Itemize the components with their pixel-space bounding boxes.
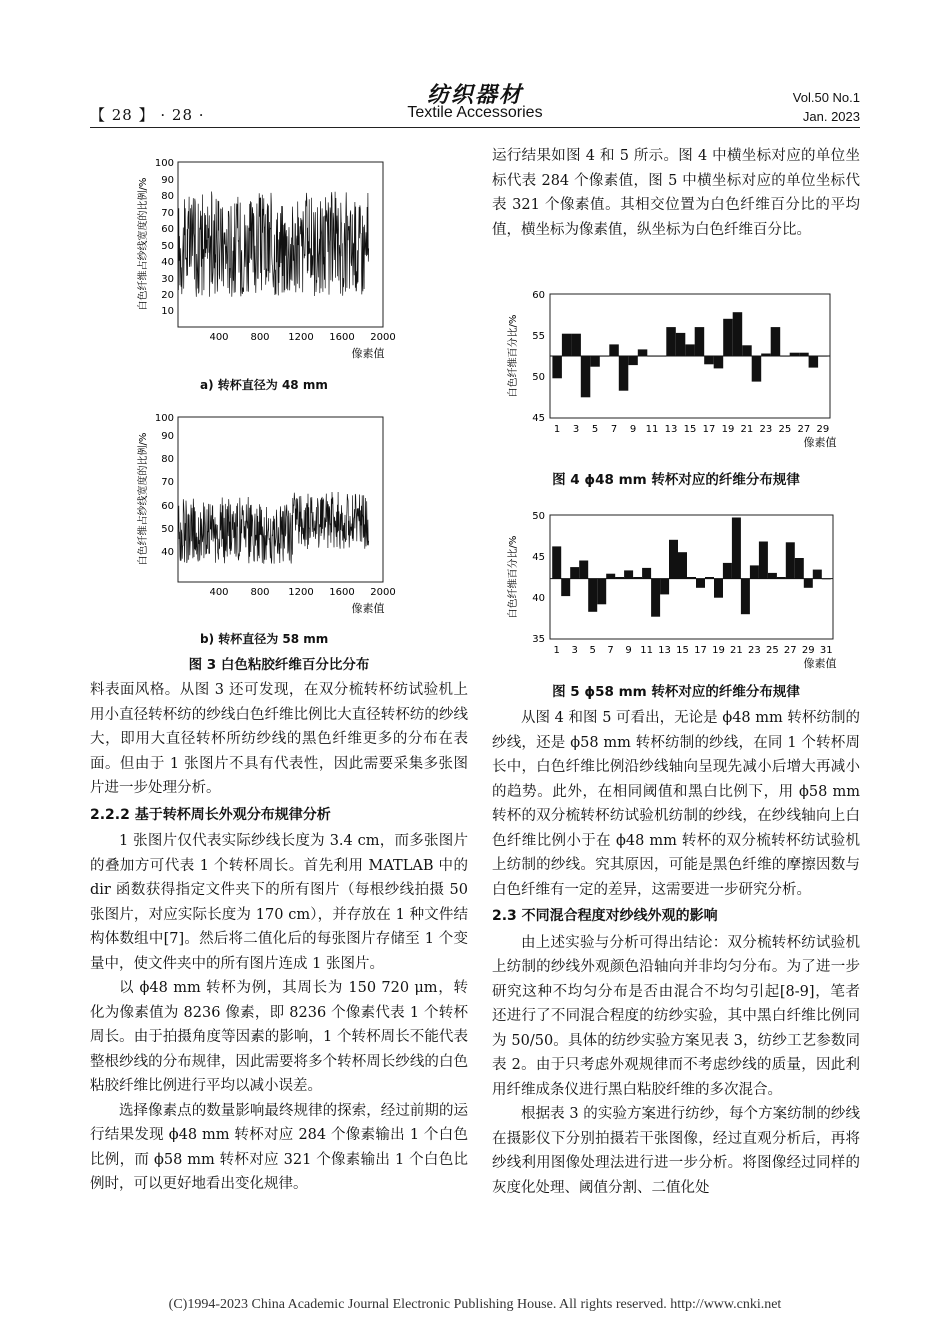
x-tick: 19 <box>721 424 735 435</box>
bar <box>600 356 610 357</box>
x-tick: 29 <box>801 645 815 656</box>
bar <box>777 577 786 579</box>
y-axis-label: 白色纤维占纱线宽度的比例/% <box>138 177 149 311</box>
figure-3-caption: 图 3 白色粘胶纤维百分比分布 <box>188 657 370 673</box>
figure-5-bar-chart <box>492 503 860 673</box>
y-tick: 60 <box>532 290 545 301</box>
right-column-text <box>492 706 860 1200</box>
bar <box>696 579 705 588</box>
bar <box>822 579 831 580</box>
x-tick: 400 <box>209 587 229 598</box>
y-tick: 40 <box>161 547 174 558</box>
y-tick: 50 <box>532 511 545 522</box>
y-tick: 70 <box>161 208 174 219</box>
x-ticks-4 <box>554 424 829 435</box>
y-tick: 45 <box>532 552 545 563</box>
x-ticks-5 <box>554 645 833 656</box>
x-axis-label: 像素值 <box>803 436 837 449</box>
bar <box>733 312 743 356</box>
bar <box>678 552 687 579</box>
bar <box>570 567 579 579</box>
right-column-top-text <box>492 144 860 242</box>
bar <box>624 570 633 578</box>
bar <box>597 579 606 605</box>
x-tick: 21 <box>730 645 743 656</box>
paragraph: 以 ϕ48 mm 转杯为例，其周长为 150 720 μm，转化为像素值为 8236 像素，即 8236 个像素代表 1 个转杯周长。由于拍摄角度等因素的影响，1 个转杯周长不能代表整根纱线的分布规律，因此需要将多个转杯周长纱线的白色粘胶纤维比例进行平均以减小误差。 <box>90 980 468 1094</box>
x-tick: 1 <box>553 645 560 656</box>
x-tick: 9 <box>629 424 637 435</box>
issue-info <box>793 88 860 126</box>
bar <box>588 579 597 612</box>
x-tick: 1 <box>553 424 561 435</box>
bar <box>581 356 591 397</box>
copyright-footer: (C)1994-2023 China Academic Journal Electronic Publishing House. All rights reserved. http://www.cnki.net <box>168 1297 782 1312</box>
header-rule <box>90 127 860 128</box>
figure-5-caption: 图 5 ϕ58 mm 转杯对应的纤维分布规律 <box>552 684 800 700</box>
y-axis-label: 白色纤维占纱线宽度的比例/% <box>138 432 149 566</box>
bar <box>633 577 642 579</box>
y-ticks-4 <box>532 290 545 424</box>
y-tick: 55 <box>532 331 545 342</box>
y-axis-label: 白色纤维百分比/% <box>508 314 519 398</box>
y-tick: 10 <box>161 306 174 317</box>
bar <box>628 356 638 365</box>
x-tick: 7 <box>607 645 614 656</box>
y-tick: 80 <box>161 191 174 202</box>
x-tick: 11 <box>640 645 653 656</box>
x-tick: 5 <box>591 424 599 435</box>
y-tick: 80 <box>161 454 174 465</box>
x-tick: 1200 <box>288 587 314 598</box>
bar <box>714 579 723 598</box>
bar <box>638 349 648 356</box>
bar <box>759 542 768 579</box>
x-tick: 31 <box>819 645 833 656</box>
x-tick: 27 <box>783 645 797 656</box>
x-tick: 3 <box>572 424 580 435</box>
paragraph: 运行结果如图 4 和 5 所示。图 4 中横坐标对应的单位坐标代表 284 个像素值，图 5 中横坐标对应的单位坐标代表 321 个像素值。其相交位置为白色纤维百分比的平均值，横坐标为像素值，纵坐标为白色纤维百分比。 <box>492 148 860 238</box>
y-tick: 60 <box>161 224 174 235</box>
bar <box>609 344 619 356</box>
x-tick: 27 <box>797 424 811 435</box>
y-tick: 50 <box>532 372 545 383</box>
y-ticks-5 <box>532 511 545 645</box>
bar <box>579 561 588 579</box>
x-tick: 21 <box>740 424 754 435</box>
bar <box>809 356 819 368</box>
bar <box>562 334 572 356</box>
x-tick: 23 <box>759 424 773 435</box>
y-tick: 100 <box>154 413 174 424</box>
bar <box>741 579 750 615</box>
x-tick: 13 <box>658 645 671 656</box>
y-tick: 70 <box>161 477 174 488</box>
bar <box>615 577 624 579</box>
x-tick: 29 <box>816 424 830 435</box>
figure-3b-line-chart <box>130 405 430 623</box>
journal-logo: 纺织器材 <box>426 82 523 108</box>
x-tick: 7 <box>610 424 618 435</box>
paragraph: 料表面风格。从图 3 还可发现，在双分梳转杯纺试验机上用小直径转杯纺的纱线白色纤维比例比大直径转杯纺的纱线大，即用大直径转杯所纺纱线的黑色纤维更多的分布在表面。但由于 1 张图片不具有代表性，因此需要采集多张图片进一步处理分析。 <box>90 682 468 796</box>
x-tick: 2000 <box>370 332 396 343</box>
x-tick: 25 <box>778 424 792 435</box>
x-tick: 19 <box>712 645 725 656</box>
left-column-text <box>90 678 468 1197</box>
bar <box>660 579 669 595</box>
paragraph: 1 张图片仅代表实际纱线长度为 3.4 cm，而多张图片的叠加方可代表 1 个转杯周长。首先利用 MATLAB 中的 dir 函数获得指定文件夹下的所有图片（每根纱线拍摄 50 张图片，对应实际长度为 170 cm），并存放在 1 种文件结构体数组中[7]。然后将二值化后的每张图片存储至 1 个变量中，使文件夹中的所有图片连成 1 张图片。 <box>90 833 468 972</box>
bar <box>714 356 724 368</box>
y-tick: 90 <box>161 175 174 186</box>
y-tick: 50 <box>161 241 174 252</box>
bar <box>552 546 561 578</box>
bar <box>813 570 822 579</box>
x-tick: 9 <box>625 645 632 656</box>
bar <box>642 568 651 579</box>
y-tick: 45 <box>532 413 545 424</box>
figure-3a-line-chart <box>130 150 430 368</box>
bar <box>676 333 686 356</box>
x-tick: 17 <box>702 424 716 435</box>
page-number: 【 28 】 · 28 · <box>90 106 205 124</box>
y-tick: 100 <box>154 158 174 169</box>
bar <box>571 334 581 356</box>
x-ticks-3b <box>209 587 395 598</box>
paragraph: 根据表 3 的实验方案进行纺纱，每个方案纺制的纱线在摄影仪下分别拍摄若干张图像，经过直观分析后，再将纱线利用图像处理法进行进一步分析。将图像经过同样的灰度化处理、阈值分割、二值化处 <box>492 1106 860 1196</box>
y-tick: 30 <box>161 274 174 285</box>
bar <box>723 319 733 356</box>
x-tick: 800 <box>250 587 270 598</box>
x-ticks-3a <box>209 332 395 343</box>
bar <box>561 579 570 596</box>
bar <box>780 356 790 357</box>
figure-4-caption: 图 4 ϕ48 mm 转杯对应的纤维分布规律 <box>552 472 800 488</box>
x-tick: 1600 <box>329 332 355 343</box>
bar <box>799 353 809 356</box>
bar <box>705 577 714 579</box>
bar <box>742 345 752 356</box>
y-axis-label: 白色纤维百分比/% <box>508 535 519 619</box>
x-tick: 5 <box>589 645 596 656</box>
bar <box>768 573 777 579</box>
x-tick: 25 <box>766 645 779 656</box>
section-heading-2-3: 2.3 不同混合程度对纱线外观的影响 <box>492 908 718 924</box>
bar <box>590 356 600 367</box>
y-tick: 40 <box>532 593 545 604</box>
y-tick: 40 <box>161 257 174 268</box>
paragraph: 选择像素点的数量影响最终规律的探索，经过前期的运行结果发现 ϕ48 mm 转杯对应 284 个像素输出 1 个白色比例，而 ϕ58 mm 转杯对应 321 个像素输出 1 个白色比例时，可以更好地看出变化规律。 <box>90 1102 468 1192</box>
bar <box>704 356 714 364</box>
bar <box>732 518 741 579</box>
series-line <box>178 192 369 297</box>
x-tick: 23 <box>748 645 761 656</box>
y-tick: 35 <box>532 634 545 645</box>
x-axis-label: 像素值 <box>803 657 837 670</box>
bar <box>752 356 762 382</box>
bar <box>552 356 562 378</box>
x-tick: 15 <box>676 645 689 656</box>
journal-title-en: Textile Accessories <box>407 104 543 121</box>
bar <box>647 356 657 357</box>
y-tick: 20 <box>161 290 174 301</box>
figure-3b-caption: b) 转杯直径为 58 mm <box>200 632 329 646</box>
bars-4 <box>550 312 830 397</box>
bar <box>723 563 732 579</box>
x-axis-label: 像素值 <box>351 347 385 360</box>
bar <box>651 579 660 617</box>
bar <box>790 353 800 356</box>
x-tick: 1200 <box>288 332 314 343</box>
bar <box>771 327 781 356</box>
x-axis-label: 像素值 <box>351 602 385 615</box>
y-tick: 90 <box>161 431 174 442</box>
x-tick: 17 <box>694 645 707 656</box>
bar <box>666 327 676 356</box>
paragraph: 由上述实验与分析可得出结论：双分梳转杯纺试验机上纺制的纱线外观颜色沿轴向并非均匀分布。为了进一步研究这种不均匀分布是否由混合不均匀引起[8-9]，笔者还进行了不同混合程度的纺纱实验，其中黑白纤维比例同为 50/50。具体的纺纱实验方案见表 3，纺纱工艺参数同表 2。由于只考虑外观规律而不考虑纱线的质量，因此利用纤维成条仪进行黑白粘胶纤维的多次混合。 <box>492 934 860 1098</box>
bar <box>786 542 795 578</box>
x-tick: 1600 <box>329 587 355 598</box>
x-tick: 2000 <box>370 587 396 598</box>
bar <box>619 356 629 391</box>
paragraph: 从图 4 和图 5 可看出，无论是 ϕ48 mm 转杯纺制的纱线，还是 ϕ58 mm 转杯纺制的纱线，在同 1 个转杯周长中，白色纤维比例沿纱线轴向呈现先减小后增大再减小的趋势。此外，在相同阈值和黑白比例下，用 ϕ58 mm 转杯的双分梳转杯纺试验机纺制的纱线，在纱线轴向上白色纤维比例小于在 ϕ48 mm 转杯的双分梳转杯纺试验机上纺制的纱线。究其原因，可能是黑色纤维的摩擦因数与白色纤维有一定的差异，这需要进一步研究分析。 <box>492 710 860 898</box>
bar <box>804 579 813 588</box>
y-ticks-3a <box>155 158 174 317</box>
bars-5 <box>550 518 833 617</box>
x-tick: 400 <box>209 332 229 343</box>
series-line <box>178 492 369 564</box>
x-tick: 15 <box>683 424 697 435</box>
y-tick: 60 <box>161 501 174 512</box>
bar <box>685 344 695 356</box>
bar <box>695 327 705 356</box>
bar <box>669 540 678 579</box>
x-tick: 800 <box>250 332 270 343</box>
x-tick: 3 <box>571 645 578 656</box>
issue-date: Jan. 2023 <box>802 109 860 124</box>
bar <box>818 356 828 357</box>
figure-3a-caption: a) 转杯直径为 48 mm <box>200 378 328 392</box>
x-tick: 11 <box>645 424 659 435</box>
bar <box>657 356 667 357</box>
section-heading-2-2-2: 2.2.2 基于转杯周长外观分布规律分析 <box>90 806 331 823</box>
bar <box>606 574 615 579</box>
volume: Vol.50 No.1 <box>792 90 860 105</box>
bar <box>750 565 759 578</box>
figure-4-bar-chart <box>492 282 860 460</box>
bar <box>761 354 771 357</box>
bar <box>687 577 696 579</box>
y-tick: 50 <box>161 524 174 535</box>
x-tick: 13 <box>664 424 678 435</box>
bar <box>795 558 804 579</box>
y-ticks-3b <box>155 413 174 558</box>
